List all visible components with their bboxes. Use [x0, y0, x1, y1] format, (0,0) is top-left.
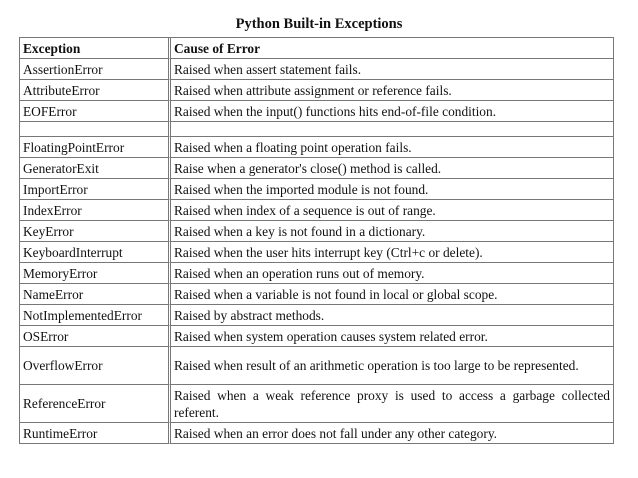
exception-cause: Raised when a floating point operation fails. [171, 137, 614, 158]
exception-name: IndexError [20, 200, 171, 221]
table-row [20, 221, 614, 242]
table-row [20, 326, 614, 347]
table-body [20, 59, 614, 444]
exception-name: AssertionError [20, 59, 171, 80]
table-row [20, 137, 614, 158]
table-row [20, 101, 614, 122]
exception-cause: Raised when a key is not found in a dictionary. [171, 221, 614, 242]
table-row [20, 80, 614, 101]
exception-cause: Raised when assert statement fails. [171, 59, 614, 80]
exception-cause: Raised when the input() functions hits end-of-file condition. [171, 101, 614, 122]
exception-cause: Raised when system operation causes system related error. [171, 326, 614, 347]
table-row [20, 242, 614, 263]
table-row [20, 347, 614, 385]
table-row [20, 179, 614, 200]
table-gap-row [20, 122, 614, 137]
exception-name: NameError [20, 284, 171, 305]
exception-name: OverflowError [20, 347, 171, 385]
table-header-row [20, 38, 614, 59]
table-row [20, 423, 614, 444]
header-exception: Exception [20, 38, 171, 59]
exception-name: EOFError [20, 101, 171, 122]
exception-name: NotImplementedError [20, 305, 171, 326]
exception-name: AttributeError [20, 80, 171, 101]
exception-name: KeyboardInterrupt [20, 242, 171, 263]
exception-cause: Raised when result of an arithmetic operation is too large to be represented. [171, 347, 614, 385]
exception-name: ReferenceError [20, 385, 171, 423]
table-row [20, 158, 614, 179]
exception-cause: Raised when index of a sequence is out of range. [171, 200, 614, 221]
exception-name: OSError [20, 326, 171, 347]
table-row [20, 59, 614, 80]
exception-name: FloatingPointError [20, 137, 171, 158]
exception-name: MemoryError [20, 263, 171, 284]
exception-name: RuntimeError [20, 423, 171, 444]
exception-cause: Raised when an operation runs out of memory. [171, 263, 614, 284]
exceptions-table [19, 37, 614, 444]
exception-cause: Raised when an error does not fall under any other category. [171, 423, 614, 444]
table-row [20, 200, 614, 221]
exception-cause: Raised by abstract methods. [171, 305, 614, 326]
table-row [20, 305, 614, 326]
header-cause: Cause of Error [171, 38, 614, 59]
exception-cause: Raised when a variable is not found in local or global scope. [171, 284, 614, 305]
exception-name: KeyError [20, 221, 171, 242]
table-row [20, 385, 614, 423]
page-title: Python Built-in Exceptions [235, 16, 403, 32]
exception-name: ImportError [20, 179, 171, 200]
exception-cause: Raised when the imported module is not found. [171, 179, 614, 200]
exception-cause: Raised when the user hits interrupt key (Ctrl+c or delete). [171, 242, 614, 263]
table-row [20, 263, 614, 284]
empty-cell [20, 122, 171, 137]
exception-cause: Raise when a generator's close() method is called. [171, 158, 614, 179]
exception-name: GeneratorExit [20, 158, 171, 179]
table-row [20, 284, 614, 305]
exception-cause: Raised when a weak reference proxy is used to access a garbage collected referent. [171, 385, 614, 423]
empty-cell [171, 122, 614, 137]
exception-cause: Raised when attribute assignment or reference fails. [171, 80, 614, 101]
